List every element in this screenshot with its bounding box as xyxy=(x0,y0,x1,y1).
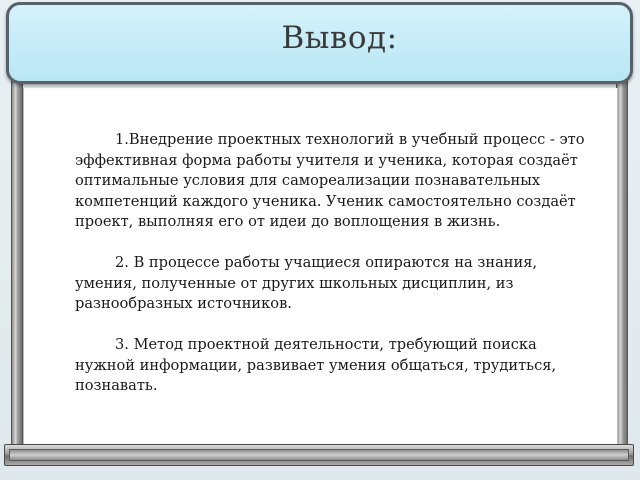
slide-title: Вывод: xyxy=(281,20,398,56)
conclusion-point-2: 2. В процессе работы учащиеся опираются на знания, умения, полученные от других школьных дисциплин, из разнообразных источников. xyxy=(75,254,538,312)
conclusion-point-1: 1.Внедрение проектных технологий в учебный процесс - это эффективная форма работы учителя и ученика, которая создаёт оптимальные условия для самореализации познавательных компетенций каждого ученика. Ученик самостоятельно создаёт проект, выполняя его от идеи до воплощения в жизнь. xyxy=(75,131,585,230)
conclusion-point-3: 3. Метод проектной деятельности, требующий поиска нужной информации, развивает умения общаться, трудиться, познавать. xyxy=(75,336,557,394)
title-banner xyxy=(6,2,633,84)
board-frame-bottom-inner xyxy=(9,449,629,461)
conclusion-text xyxy=(75,130,585,417)
board-frame-left-post xyxy=(11,80,23,452)
board-frame-bottom-rail xyxy=(4,444,634,466)
